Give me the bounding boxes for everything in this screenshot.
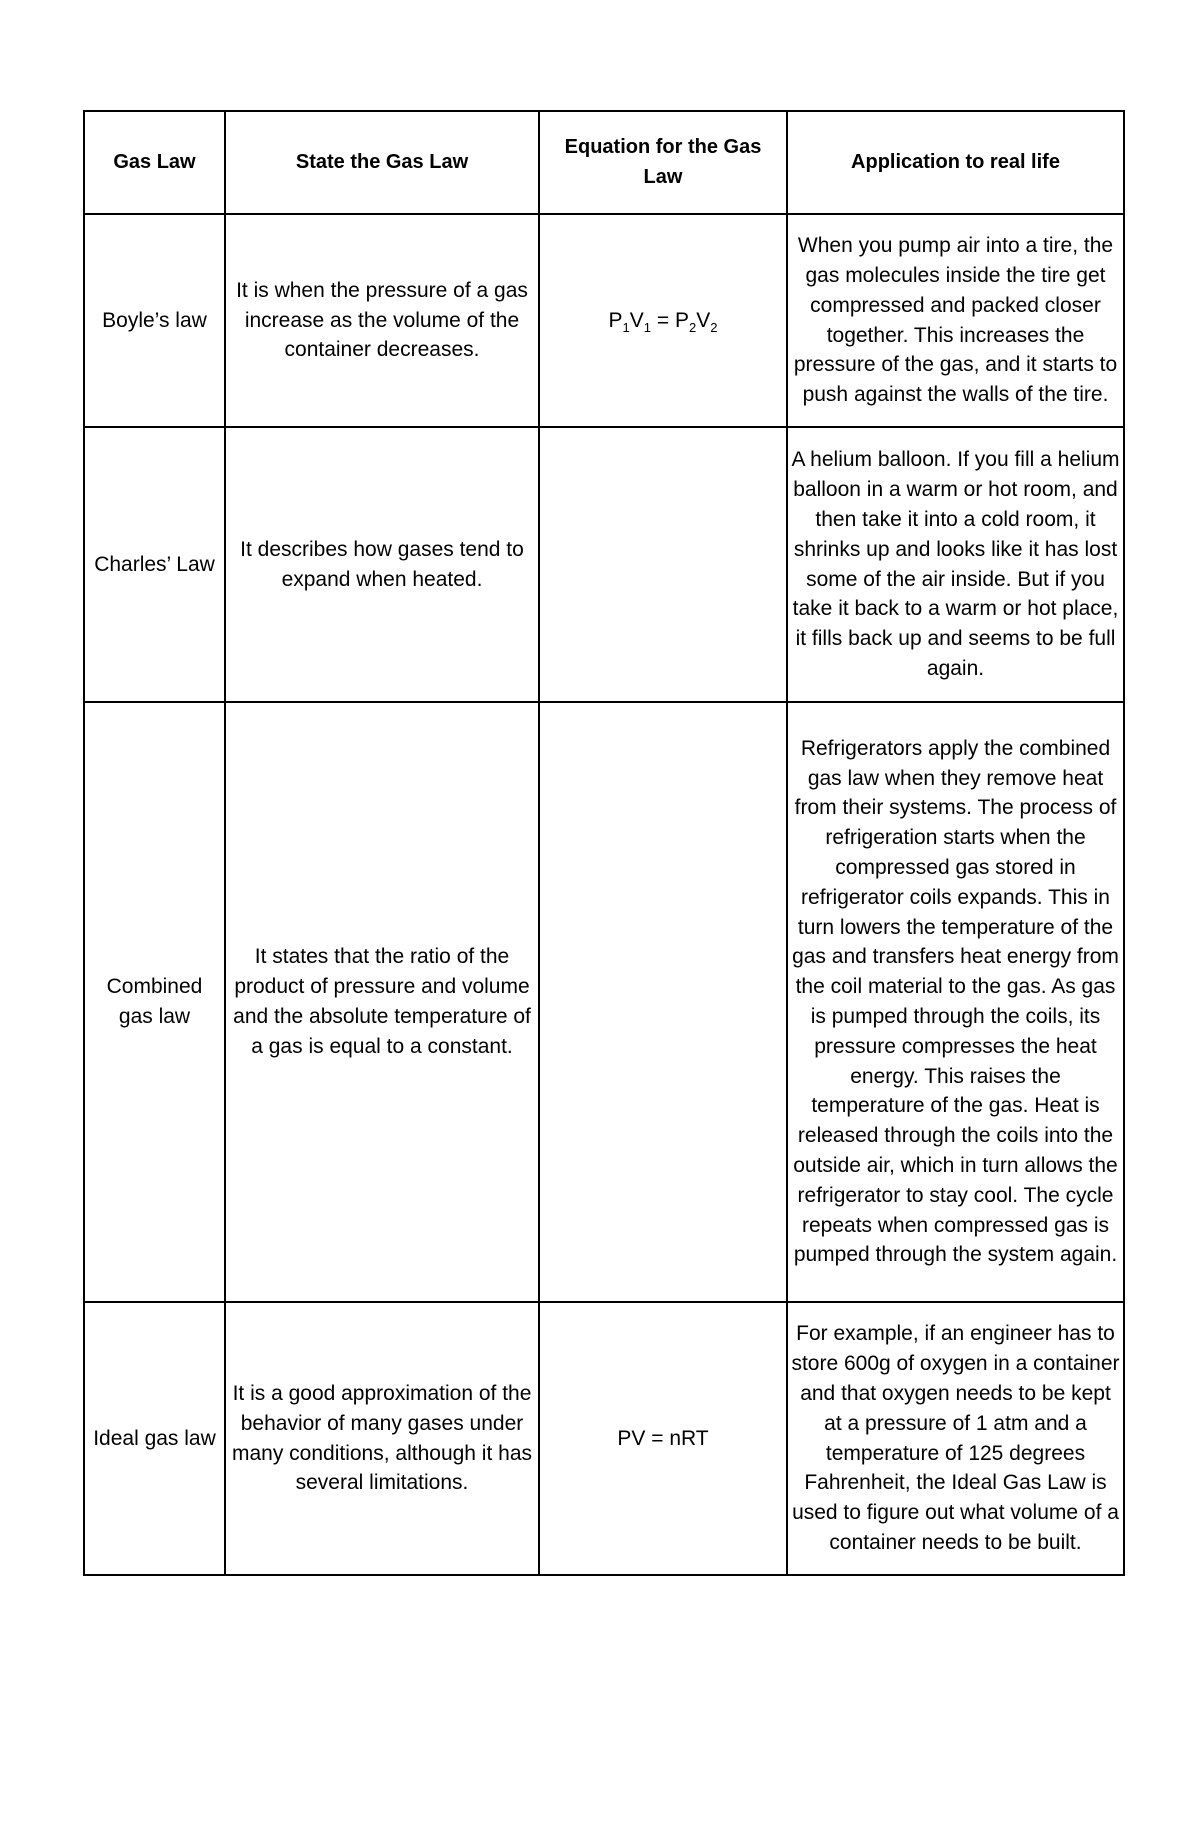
header-equation: Equation for the Gas Law bbox=[539, 111, 787, 214]
law-equation-cell bbox=[539, 702, 787, 1302]
table-header-row bbox=[84, 111, 1124, 214]
law-statement-cell: It describes how gases tend to expand when heated. bbox=[225, 427, 539, 702]
law-application-cell: Refrigerators apply the combined gas law when they remove heat from their systems. The process of refrigeration starts when the compressed gas stored in refrigerator coils expands. This in turn lowers the temperature of the gas and transfers heat energy from the coil material to the gas. As gas is pumped through the coils, its pressure compresses the heat energy. This raises the temperature of the gas. Heat is released through the coils into the outside air, which in turn allows the refrigerator to stay cool. The cycle repeats when compressed gas is pumped through the system again. bbox=[787, 702, 1124, 1302]
table-row bbox=[84, 1302, 1124, 1575]
law-statement-cell: It states that the ratio of the product of pressure and volume and the absolute temperature of a gas is equal to a constant. bbox=[225, 702, 539, 1302]
law-equation-cell bbox=[539, 427, 787, 702]
gas-laws-table bbox=[83, 110, 1125, 1576]
table-row bbox=[84, 427, 1124, 702]
table-row bbox=[84, 702, 1124, 1302]
table-row bbox=[84, 214, 1124, 427]
law-statement-cell: It is a good approximation of the behavior of many gases under many conditions, although it has several limitations. bbox=[225, 1302, 539, 1575]
law-application-cell: For example, if an engineer has to store 600g of oxygen in a container and that oxygen needs to be kept at a pressure of 1 atm and a temperature of 125 degrees Fahrenheit, the Ideal Gas Law is used to figure out what volume of a container needs to be built. bbox=[787, 1302, 1124, 1575]
header-state-the-gas-law: State the Gas Law bbox=[225, 111, 539, 214]
header-gas-law: Gas Law bbox=[84, 111, 225, 214]
law-application-cell: When you pump air into a tire, the gas molecules inside the tire get compressed and packed closer together. This increases the pressure of the gas, and it starts to push against the walls of the tire. bbox=[787, 214, 1124, 427]
header-application: Application to real life bbox=[787, 111, 1124, 214]
law-name-cell: Charles’ Law bbox=[84, 427, 225, 702]
law-application-cell: A helium balloon. If you fill a helium balloon in a warm or hot room, and then take it into a cold room, it shrinks up and looks like it has lost some of the air inside. But if you take it back to a warm or hot place, it fills back up and seems to be full again. bbox=[787, 427, 1124, 702]
law-equation-cell: PV = nRT bbox=[539, 1302, 787, 1575]
law-statement-cell: It is when the pressure of a gas increase as the volume of the container decreases. bbox=[225, 214, 539, 427]
law-equation-cell: $P_1V_1 = P_2V_2$ bbox=[539, 214, 787, 427]
law-name-cell: Boyle’s law bbox=[84, 214, 225, 427]
law-name-cell: Ideal gas law bbox=[84, 1302, 225, 1575]
law-name-cell: Combined gas law bbox=[84, 702, 225, 1302]
